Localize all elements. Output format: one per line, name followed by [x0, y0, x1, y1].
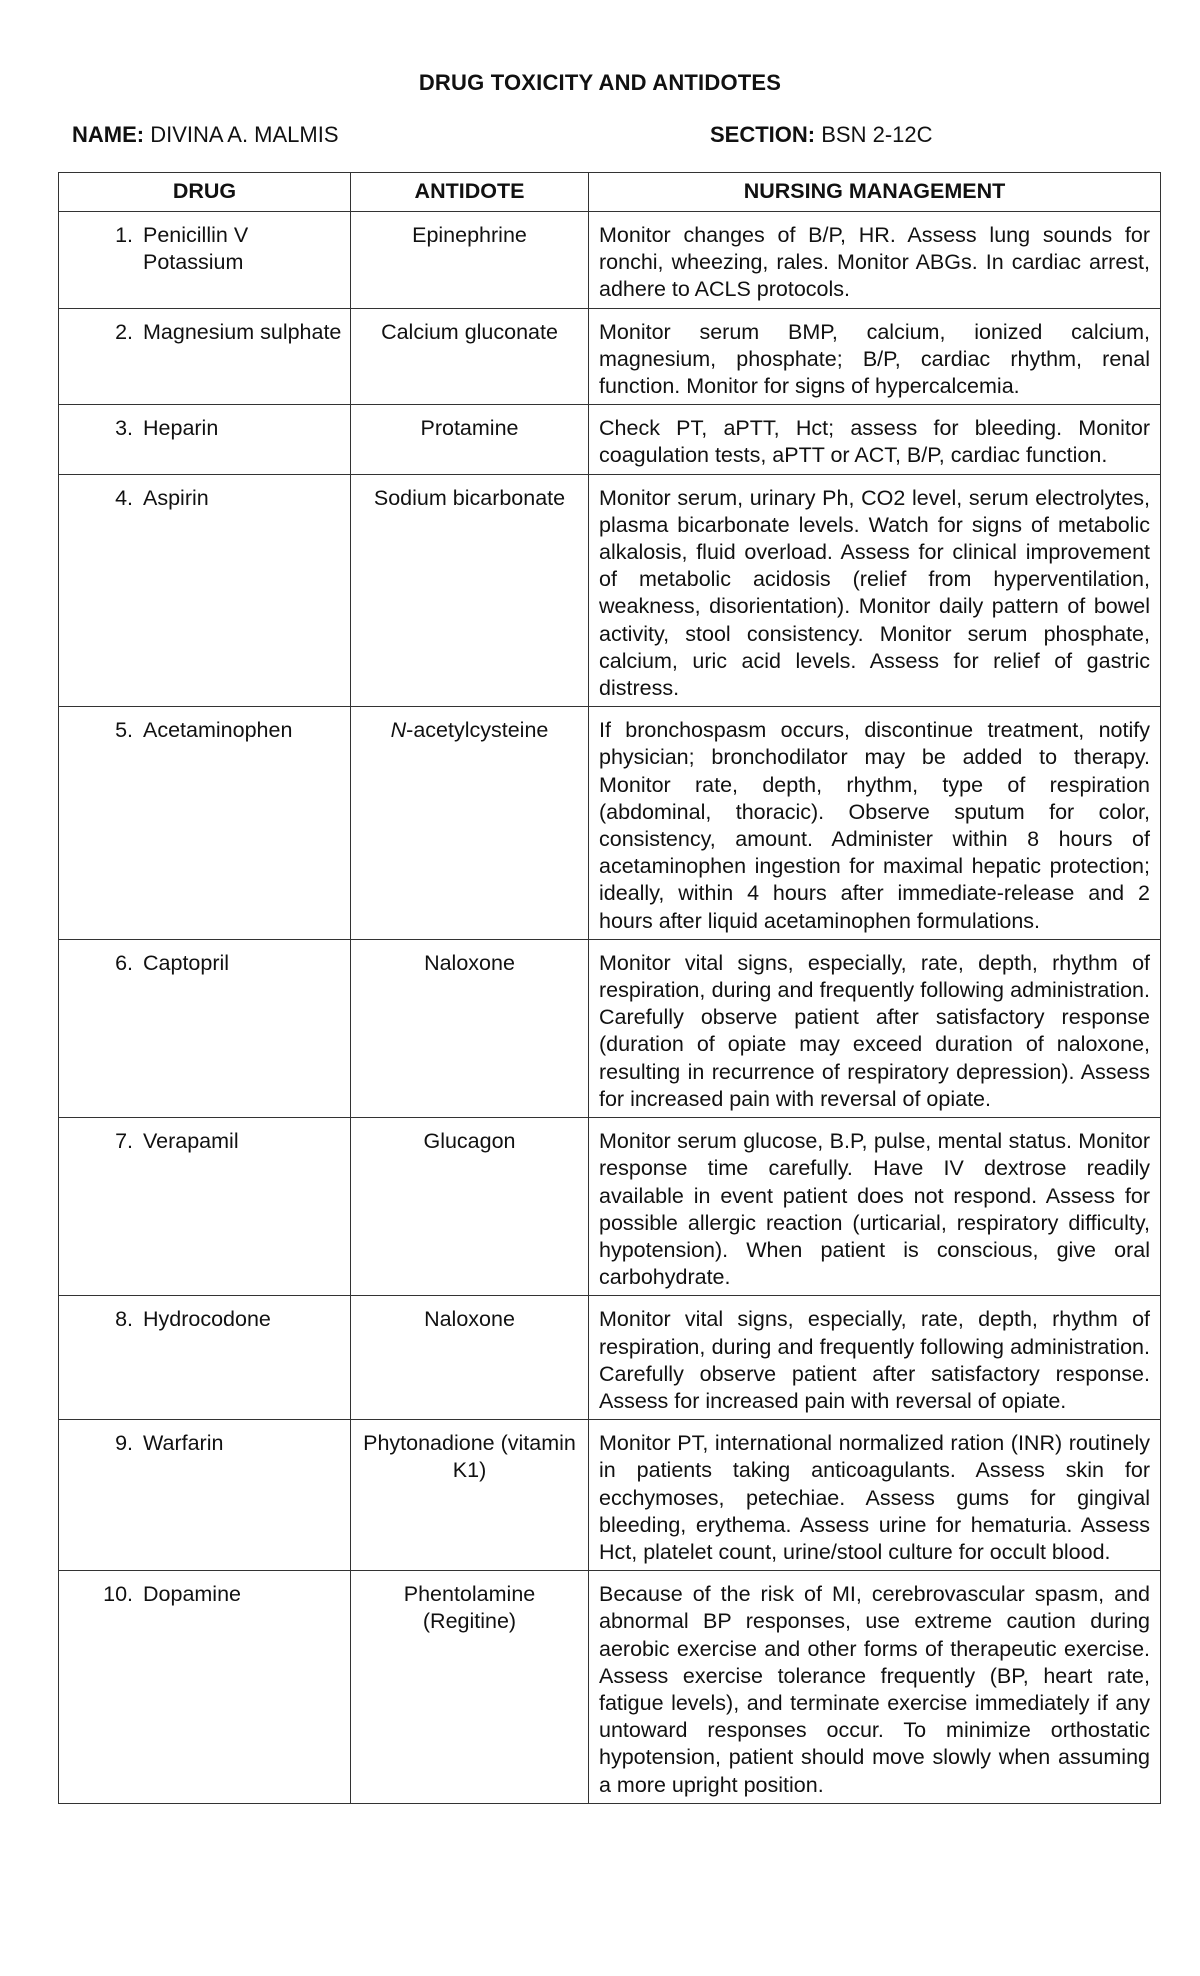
- row-number: 8.: [115, 1307, 133, 1332]
- student-name-line: [72, 122, 339, 148]
- drug-name: Heparin: [143, 416, 219, 441]
- header-drug: DRUG: [59, 173, 351, 212]
- row-number: 10.: [103, 1582, 133, 1607]
- table-row: [59, 939, 1161, 1117]
- drug-cell: [59, 1296, 351, 1420]
- table-header-row: [59, 173, 1161, 212]
- antidote-italic-prefix: N: [390, 718, 407, 743]
- nursing-management-cell: Monitor vital signs, especially, rate, depth, rhythm of respiration, during and frequently following administration. Carefully observe patient after satisfactory response (duration of opiate may exceed duration of naloxone, resulting in recurrence of respiratory depression). Assess for increased pain with reversal of opiate.: [589, 939, 1161, 1117]
- drug-name: Aspirin: [143, 485, 209, 510]
- antidote-cell: Phentolamine (Regitine): [351, 1571, 589, 1804]
- nursing-management-cell: If bronchospasm occurs, discontinue treatment, notify physician; bronchodilator may be added to therapy. Monitor rate, depth, rhythm, type of respiration (abdominal, thoracic). Observe sputum for color, consistency, amount. Administer within 8 hours of acetaminophen ingestion for maximal hepatic protection; ideally, within 4 hours after immediate-release and 2 hours after liquid acetaminophen formulations.: [589, 707, 1161, 940]
- section-value: BSN 2-12C: [821, 122, 933, 147]
- nursing-management-cell: Monitor serum glucose, B.P, pulse, mental status. Monitor response time carefully. Have IV dextrose readily available in event patient does not respond. Assess for possible allergic reaction (urticarial, respiratory difficulty, hypotension). When patient is conscious, give oral carbohydrate.: [589, 1118, 1161, 1296]
- drug-cell: [59, 212, 351, 309]
- nursing-management-cell: Monitor serum, urinary Ph, CO2 level, serum electrolytes, plasma bicarbonate levels. Watch for signs of metabolic alkalosis, fluid overload. Assess for clinical improvement of metabolic acidosis (relief from hyperventilation, weakness, disorientation). Monitor daily pattern of bowel activity, stool consistency. Monitor serum phosphate, calcium, uric acid levels. Assess for relief of gastric distress.: [589, 474, 1161, 707]
- drug-name: Dopamine: [143, 1582, 241, 1607]
- drug-name: Hydrocodone: [143, 1307, 271, 1332]
- row-number: 7.: [115, 1129, 133, 1154]
- nursing-management-cell: Monitor vital signs, especially, rate, depth, rhythm of respiration, during and frequently following administration. Carefully observe patient after satisfactory response. Assess for increased pain with reversal of opiate.: [589, 1296, 1161, 1420]
- nursing-management-cell: Check PT, aPTT, Hct; assess for bleeding. Monitor coagulation tests, aPTT or ACT, B/P, cardiac function.: [589, 405, 1161, 474]
- name-label: NAME:: [72, 122, 145, 147]
- drug-name: Verapamil: [143, 1129, 239, 1154]
- drug-name: Warfarin: [143, 1431, 224, 1456]
- drug-cell: [59, 707, 351, 940]
- table-row: [59, 308, 1161, 405]
- row-number: 6.: [115, 950, 133, 975]
- table-row: [59, 474, 1161, 707]
- table-row: [59, 405, 1161, 474]
- antidote-cell: [351, 707, 589, 940]
- table-row: [59, 1571, 1161, 1804]
- table-row: [59, 212, 1161, 309]
- section-label: SECTION:: [710, 122, 816, 147]
- drug-cell: [59, 474, 351, 707]
- row-number: 3.: [115, 416, 133, 441]
- row-number: 9.: [115, 1431, 133, 1456]
- drug-cell: [59, 1571, 351, 1804]
- nursing-management-cell: Monitor serum BMP, calcium, ionized calcium, magnesium, phosphate; B/P, cardiac rhythm, renal function. Monitor for signs of hypercalcemia.: [589, 308, 1161, 405]
- antidote-cell: Epinephrine: [351, 212, 589, 309]
- nursing-management-cell: Monitor changes of B/P, HR. Assess lung sounds for ronchi, wheezing, rales. Monitor ABGs. In cardiac arrest, adhere to ACLS protocols.: [589, 212, 1161, 309]
- table-row: [59, 707, 1161, 940]
- drug-cell: [59, 308, 351, 405]
- antidote-cell: Phytonadione (vitamin K1): [351, 1420, 589, 1571]
- nursing-management-cell: Because of the risk of MI, cerebrovascular spasm, and abnormal BP responses, use extreme caution during aerobic exercise and other forms of therapeutic exercise. Assess exercise tolerance frequently (BP, heart rate, fatigue levels), and terminate exercise immediately if any untoward responses occur. To minimize orthostatic hypotension, patient should move slowly when assuming a more upright position.: [589, 1571, 1161, 1804]
- antidote-cell: Calcium gluconate: [351, 308, 589, 405]
- antidote-name-rest: -acetylcysteine: [406, 718, 549, 743]
- drug-antidote-table: [58, 172, 1161, 1804]
- drug-name: Penicillin V Potassium: [143, 223, 249, 275]
- antidote-cell: Sodium bicarbonate: [351, 474, 589, 707]
- row-number: 4.: [115, 485, 133, 510]
- row-number: 1.: [115, 223, 133, 247]
- drug-name: Captopril: [143, 950, 230, 975]
- nursing-management-cell: Monitor PT, international normalized ration (INR) routinely in patients taking anticoagulants. Assess skin for ecchymoses, petechiae. Assess gums for gingival bleeding, erythema. Assess urine for hematuria. Assess Hct, platelet count, urine/stool culture for occult blood.: [589, 1420, 1161, 1571]
- table-row: [59, 1118, 1161, 1296]
- antidote-cell: Naloxone: [351, 939, 589, 1117]
- header-antidote: ANTIDOTE: [351, 173, 589, 212]
- section-line: [710, 122, 933, 148]
- drug-cell: [59, 405, 351, 474]
- document-title: DRUG TOXICITY AND ANTIDOTES: [418, 70, 782, 95]
- drug-name: Acetaminophen: [143, 718, 293, 743]
- antidote-cell: Protamine: [351, 405, 589, 474]
- drug-cell: [59, 939, 351, 1117]
- table-row: [59, 1420, 1161, 1571]
- row-number: 5.: [115, 718, 133, 743]
- name-value: DIVINA A. MALMIS: [150, 122, 339, 147]
- row-number: 2.: [115, 319, 133, 344]
- table-row: [59, 1296, 1161, 1420]
- drug-name: Magnesium sulphate: [143, 319, 342, 344]
- drug-cell: [59, 1118, 351, 1296]
- drug-cell: [59, 1420, 351, 1571]
- antidote-cell: Glucagon: [351, 1118, 589, 1296]
- header-nursing-management: NURSING MANAGEMENT: [589, 173, 1161, 212]
- antidote-cell: Naloxone: [351, 1296, 589, 1420]
